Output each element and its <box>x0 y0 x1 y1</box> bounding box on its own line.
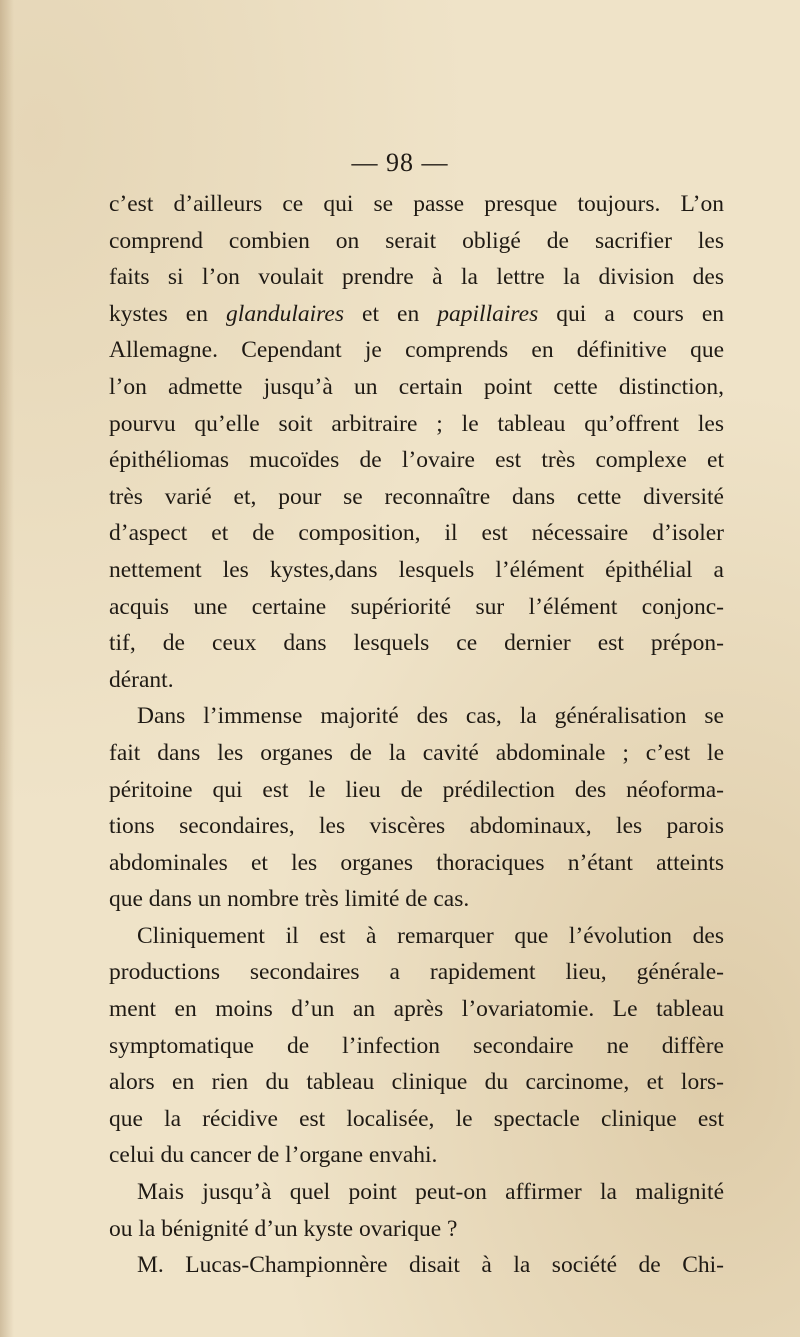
text-run: kystes en <box>109 300 227 327</box>
text-line: l’on admette jusqu’à un certain point cette distinction, <box>109 373 724 400</box>
text-line: d’aspect et de composition, il est nécessaire d’isoler <box>109 520 724 547</box>
page-number: — 98 — <box>351 148 449 177</box>
text-line: que dans un nombre très limité de cas. <box>109 886 470 913</box>
text-line: ment en moins d’un an après l’ovariatomie. Le tableau <box>109 996 724 1023</box>
text-line: productions secondaires a rapidement lieu, générale- <box>109 959 724 986</box>
text-line: nettement les kystes,dans lesquels l’élément épithélial a <box>109 556 724 583</box>
text-line: tif, de ceux dans lesquels ce dernier est prépon- <box>109 630 724 657</box>
text-line: Dans l’immense majorité des cas, la généralisation se <box>137 703 724 730</box>
text-run: et en <box>343 300 438 327</box>
text-line: très varié et, pour se reconnaître dans cette diversité <box>109 483 724 510</box>
text-run: qui a cours en <box>538 300 724 327</box>
text-line: c’est d’ailleurs ce qui se passe presque toujours. L’on <box>109 191 724 217</box>
text-line: comprend combien on serait obligé de sacrifier les <box>109 227 724 254</box>
text-line: tions secondaires, les viscères abdominaux, les parois <box>109 813 724 840</box>
text-line: dérant. <box>109 666 174 693</box>
text-line: M. Lucas-Championnère disait à la société de Chi- <box>137 1252 724 1279</box>
text-line: Allemagne. Cependant je comprends en définitive que <box>109 337 724 364</box>
text-line: que la récidive est localisée, le spectacle clinique est <box>109 1105 724 1132</box>
italic-term: glandulaires <box>226 300 344 327</box>
text-line: pourvu qu’elle soit arbitraire ; le tableau qu’offrent les <box>109 410 724 437</box>
text-line: celui du cancer de l’organe envahi. <box>109 1142 438 1169</box>
page-edge-shadow <box>0 0 14 1337</box>
text-line: abdominales et les organes thoraciques n’étant atteints <box>109 849 724 876</box>
text-line: fait dans les organes de la cavité abdominale ; c’est le <box>109 739 724 766</box>
text-line: symptomatique de l’infection secondaire ne diffère <box>109 1032 724 1059</box>
text-line: épithéliomas mucoïdes de l’ovaire est très complexe et <box>109 447 724 474</box>
text-line: Mais jusqu’à quel point peut-on affirmer la malignité <box>137 1179 724 1206</box>
text-line: acquis une certaine supériorité sur l’élément conjonc- <box>109 593 724 620</box>
text-line: ou la bénignité d’un kyste ovarique ? <box>109 1215 458 1242</box>
text-line-with-italics <box>109 296 724 333</box>
body-text <box>109 186 724 1284</box>
text-line: Cliniquement il est à remarquer que l’évolution des <box>137 922 724 949</box>
text-line: péritoine qui est le lieu de prédilection des néoforma- <box>109 776 724 803</box>
text-line: faits si l’on voulait prendre à la lettre la division des <box>109 264 724 291</box>
italic-term: papillaires <box>437 300 539 327</box>
text-line: alors en rien du tableau clinique du carcinome, et lors- <box>109 1069 724 1096</box>
